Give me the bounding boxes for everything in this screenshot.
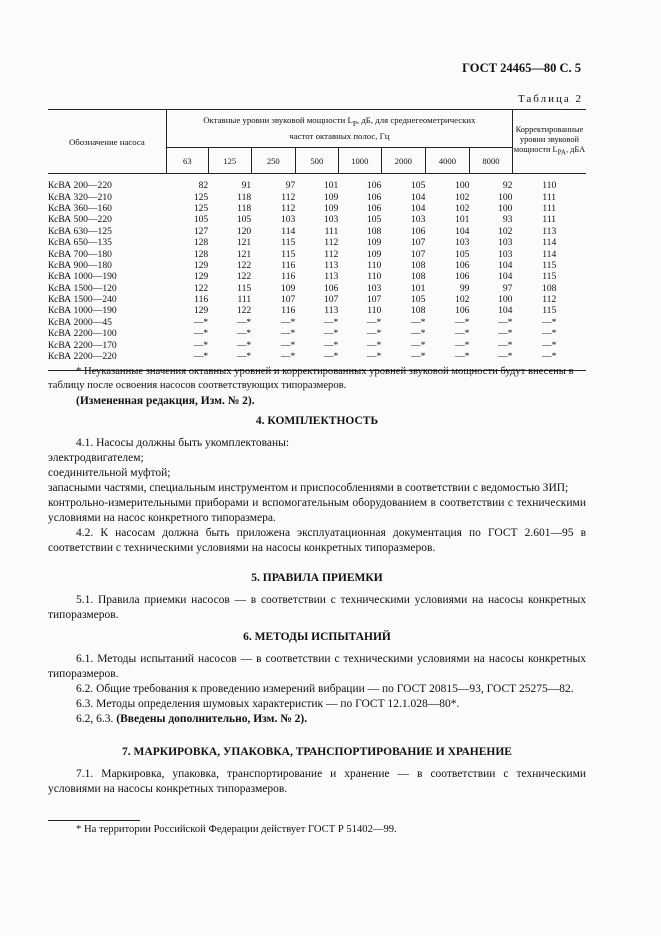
corrected-level-cell: 115 bbox=[542, 259, 557, 271]
corrected-level-cell: 114 bbox=[542, 237, 557, 249]
level-cell: 110 bbox=[367, 305, 382, 317]
level-cell: 104 bbox=[410, 191, 426, 203]
pump-name-cell: КсВА 900—180 bbox=[48, 259, 112, 271]
table-row bbox=[48, 260, 586, 271]
level-cell: 107 bbox=[323, 294, 339, 306]
level-cell: 100 bbox=[455, 180, 470, 192]
level-cell: —* bbox=[381, 351, 425, 371]
level-cell: 100 bbox=[498, 294, 513, 306]
level-cell: 105 bbox=[193, 214, 209, 226]
pump-name-cell: КсВА 2200—220 bbox=[48, 351, 166, 371]
table-header-row bbox=[48, 110, 586, 148]
pump-name-cell: КсВА 2200—100 bbox=[48, 328, 117, 340]
table-row bbox=[48, 271, 586, 282]
level-cell: —* bbox=[280, 339, 296, 351]
paragraph: 4.2. К насосам должна быть приложена эксплуатационная документация по ГОСТ 2.601—95 в соответствии с техническими условиями на насосы конкретных типоразмеров. bbox=[48, 527, 586, 554]
level-cell: 109 bbox=[280, 282, 296, 294]
pump-name-cell: КсВА 2000—45 bbox=[48, 316, 112, 328]
table-caption: Таблица 2 bbox=[517, 93, 583, 105]
table-row bbox=[48, 174, 586, 192]
level-cell: 115 bbox=[237, 282, 252, 294]
level-cell: 129 bbox=[193, 305, 209, 317]
corrected-level-cell: 110 bbox=[542, 180, 557, 192]
level-cell: 116 bbox=[194, 294, 209, 306]
table-row bbox=[48, 294, 586, 305]
pump-name-cell: КсВА 630—125 bbox=[48, 225, 112, 237]
level-cell: 92 bbox=[502, 180, 513, 192]
level-cell: 110 bbox=[367, 259, 382, 271]
corrected-level-cell: 108 bbox=[542, 282, 557, 294]
table-footnote: * Неуказанные значения октавных уровней и корректированных уровней звуковой мощности будут внесены в таблицу после освоения насосов соответствующих типоразмеров. bbox=[48, 366, 574, 391]
section-5-body: 5.1. Правила приемки насосов — в соответствии с техническими условиями на насосы конкретных типоразмеров. bbox=[48, 594, 586, 621]
freq-header: 500 bbox=[295, 148, 338, 174]
section-6-body bbox=[48, 652, 586, 727]
level-cell: —* bbox=[323, 339, 339, 351]
level-cell: 104 bbox=[455, 225, 470, 237]
level-cell: 116 bbox=[281, 271, 296, 283]
level-cell: —* bbox=[469, 351, 512, 371]
level-cell: 106 bbox=[455, 305, 470, 317]
pump-name-cell: КсВА 200—220 bbox=[48, 180, 112, 192]
pump-name-cell: КсВА 650—135 bbox=[48, 237, 112, 249]
level-cell: 102 bbox=[455, 202, 470, 214]
level-cell: 113 bbox=[324, 259, 339, 271]
level-cell: 122 bbox=[193, 282, 209, 294]
level-cell: 103 bbox=[498, 237, 513, 249]
table-row bbox=[48, 283, 586, 294]
level-cell: 115 bbox=[281, 248, 296, 260]
paragraph: запасными частями, специальным инструментом и приспособлениями в соответствии с ведомостью ЗИП; bbox=[48, 482, 569, 494]
corrected-level-cell: 115 bbox=[542, 305, 557, 317]
level-cell: 105 bbox=[455, 248, 470, 260]
level-cell: —* bbox=[410, 316, 426, 328]
level-cell: —* bbox=[236, 339, 252, 351]
level-cell: 122 bbox=[236, 271, 252, 283]
level-cell: 91 bbox=[241, 180, 252, 192]
col-header-octave: Октавные уровни звуковой мощности $L_P$, дБ, для среднегеометрических частот октавных полос, Гц bbox=[166, 110, 512, 148]
page-header: ГОСТ 24465—80 С. 5 bbox=[462, 61, 581, 75]
level-cell: 112 bbox=[281, 202, 296, 214]
level-cell: 106 bbox=[366, 191, 382, 203]
page-footnote: * На территории Российской Федерации действует ГОСТ Р 51402—99. bbox=[76, 824, 397, 835]
footnote-divider bbox=[48, 820, 140, 821]
level-cell: 103 bbox=[498, 248, 513, 260]
level-cell: 120 bbox=[236, 225, 252, 237]
freq-header: 1000 bbox=[338, 148, 381, 174]
level-cell: —* bbox=[236, 328, 252, 340]
level-cell: 102 bbox=[455, 191, 470, 203]
level-cell: —* bbox=[338, 351, 381, 371]
level-cell: 105 bbox=[236, 214, 252, 226]
section-4-title: 4. КОМПЛЕКТНОСТЬ bbox=[255, 415, 379, 427]
level-cell: 107 bbox=[366, 294, 382, 306]
level-cell: 93 bbox=[502, 214, 513, 226]
level-cell: 105 bbox=[410, 294, 426, 306]
freq-header: 125 bbox=[208, 148, 251, 174]
level-cell: 106 bbox=[323, 282, 339, 294]
level-cell: —* bbox=[366, 339, 382, 351]
level-cell: —* bbox=[366, 328, 382, 340]
table-row bbox=[48, 191, 586, 202]
level-cell: —* bbox=[323, 316, 339, 328]
pump-name-cell: КсВА 1500—120 bbox=[48, 282, 117, 294]
level-cell: 121 bbox=[236, 248, 252, 260]
level-cell: 128 bbox=[193, 248, 209, 260]
corrected-level-cell: 114 bbox=[542, 248, 557, 260]
paragraph: соединительной муфтой; bbox=[48, 467, 171, 479]
corrected-level-cell: —* bbox=[542, 339, 557, 351]
level-cell: 102 bbox=[498, 225, 513, 237]
corrected-level-cell: 111 bbox=[542, 214, 557, 226]
level-cell: 128 bbox=[193, 237, 209, 249]
level-cell: —* bbox=[280, 316, 296, 328]
level-cell: 122 bbox=[236, 305, 252, 317]
level-cell: —* bbox=[295, 351, 338, 371]
level-cell: 101 bbox=[455, 214, 470, 226]
table-row bbox=[48, 328, 586, 339]
section-6-title: 6. МЕТОДЫ ИСПЫТАНИЙ bbox=[243, 631, 391, 643]
pump-name-cell: КсВА 1000—190 bbox=[48, 305, 117, 317]
level-cell: 104 bbox=[498, 259, 513, 271]
level-cell: 100 bbox=[498, 202, 513, 214]
noise-table bbox=[48, 109, 586, 371]
level-cell: 108 bbox=[366, 225, 382, 237]
pump-name-cell: КсВА 360—160 bbox=[48, 202, 112, 214]
level-cell: —* bbox=[193, 328, 209, 340]
level-cell: 97 bbox=[502, 282, 513, 294]
freq-header: 63 bbox=[166, 148, 208, 174]
level-cell: 111 bbox=[324, 225, 339, 237]
amendment-note: (Измененная редакция, Изм. № 2). bbox=[76, 395, 255, 407]
level-cell: 115 bbox=[281, 237, 296, 249]
section-5-title: 5. ПРАВИЛА ПРИЕМКИ bbox=[251, 572, 383, 584]
paragraph: 4.1. Насосы должны быть укомплектованы: bbox=[76, 437, 290, 449]
level-cell: 108 bbox=[410, 271, 426, 283]
level-cell: 110 bbox=[367, 271, 382, 283]
level-cell: 97 bbox=[285, 180, 296, 192]
table-row bbox=[48, 317, 586, 328]
corrected-level-cell: 111 bbox=[542, 202, 557, 214]
level-cell: 106 bbox=[410, 225, 426, 237]
level-cell: 106 bbox=[366, 202, 382, 214]
level-cell: 113 bbox=[324, 305, 339, 317]
corrected-level-cell: 115 bbox=[542, 271, 557, 283]
level-cell: 99 bbox=[459, 282, 470, 294]
section-4-body bbox=[48, 436, 586, 556]
level-cell: 109 bbox=[366, 237, 382, 249]
freq-header: 8000 bbox=[469, 148, 512, 174]
col-header-corrected: Корректированные уровни звуковой мощности $L_{PA}$, дБА bbox=[512, 110, 586, 174]
paragraph: 6.1. Методы испытаний насосов — в соответствии с техническими условиями на насосы конкретных типоразмеров. bbox=[48, 653, 586, 680]
level-cell: 100 bbox=[498, 191, 513, 203]
paragraph: контрольно-измерительными приборами и вспомогательным оборудованием в соответствии с техническими условиями на насос конкретного типоразмера. bbox=[48, 497, 586, 524]
paragraph: 6.2, 6.3. (Введены дополнительно, Изм. № 2). bbox=[76, 713, 308, 725]
level-cell: —* bbox=[251, 351, 295, 371]
level-cell: 82 bbox=[198, 180, 209, 192]
paragraph: 6.2. Общие требования к проведению измерений вибрации — по ГОСТ 20815—93, ГОСТ 25275—82. bbox=[76, 683, 574, 695]
level-cell: —* bbox=[455, 339, 470, 351]
corrected-level-cell: 111 bbox=[542, 191, 557, 203]
corrected-level-cell: 112 bbox=[542, 294, 557, 306]
level-cell: 116 bbox=[281, 259, 296, 271]
level-cell: 111 bbox=[237, 294, 252, 306]
freq-header: 4000 bbox=[425, 148, 469, 174]
level-cell: —* bbox=[498, 339, 513, 351]
table-row bbox=[48, 305, 586, 316]
level-cell: —* bbox=[498, 328, 513, 340]
freq-header: 2000 bbox=[381, 148, 425, 174]
level-cell: 129 bbox=[193, 259, 209, 271]
corrected-level-cell: 113 bbox=[542, 225, 557, 237]
level-cell: —* bbox=[208, 351, 251, 371]
level-cell: 103 bbox=[280, 214, 296, 226]
level-cell: 116 bbox=[281, 305, 296, 317]
level-cell: 101 bbox=[410, 282, 426, 294]
level-cell: 112 bbox=[324, 237, 339, 249]
level-cell: 106 bbox=[455, 259, 470, 271]
section-7-body: 7.1. Маркировка, упаковка, транспортирование и хранение — в соответствии с техническими условиями на насосы конкретных типоразмеров. bbox=[48, 768, 586, 795]
section-7-title: 7. МАРКИРОВКА, УПАКОВКА, ТРАНСПОРТИРОВАНИЕ И ХРАНЕНИЕ bbox=[122, 746, 512, 758]
level-cell: —* bbox=[280, 328, 296, 340]
level-cell: 112 bbox=[324, 248, 339, 260]
pump-name-cell: КсВА 320—210 bbox=[48, 191, 112, 203]
level-cell: —* bbox=[455, 328, 470, 340]
corrected-level-cell: —* bbox=[542, 316, 557, 328]
level-cell: —* bbox=[410, 328, 426, 340]
level-cell: —* bbox=[323, 328, 339, 340]
paragraph: 6.3. Методы определения шумовых характеристик — по ГОСТ 12.1.028—80*. bbox=[76, 698, 460, 710]
level-cell: 109 bbox=[323, 191, 339, 203]
level-cell: 102 bbox=[455, 294, 470, 306]
level-cell: 107 bbox=[280, 294, 296, 306]
level-cell: 109 bbox=[323, 202, 339, 214]
table-row bbox=[48, 248, 586, 259]
level-cell: 113 bbox=[324, 271, 339, 283]
level-cell: 129 bbox=[193, 271, 209, 283]
pump-name-cell: КсВА 1000—190 bbox=[48, 271, 117, 283]
level-cell: 125 bbox=[193, 202, 209, 214]
level-cell: 108 bbox=[410, 259, 426, 271]
corrected-level-cell: —* bbox=[542, 328, 557, 340]
level-cell: 118 bbox=[237, 202, 252, 214]
level-cell: 118 bbox=[237, 191, 252, 203]
level-cell: 104 bbox=[410, 202, 426, 214]
level-cell: —* bbox=[410, 339, 426, 351]
level-cell: —* bbox=[425, 351, 469, 371]
level-cell: 107 bbox=[410, 237, 426, 249]
level-cell: 105 bbox=[410, 180, 426, 192]
freq-header: 250 bbox=[251, 148, 295, 174]
level-cell: —* bbox=[193, 316, 209, 328]
col-header-name: Обозначение насоса bbox=[48, 110, 166, 174]
level-cell: 127 bbox=[193, 225, 209, 237]
level-cell: 105 bbox=[366, 214, 382, 226]
table-row bbox=[48, 339, 586, 350]
pump-name-cell: КсВА 700—180 bbox=[48, 248, 112, 260]
level-cell: 109 bbox=[366, 248, 382, 260]
level-cell: 103 bbox=[410, 214, 426, 226]
level-cell: 114 bbox=[281, 225, 296, 237]
paragraph: электродвигателем; bbox=[48, 452, 144, 464]
pump-name-cell: КсВА 500—220 bbox=[48, 214, 112, 226]
level-cell: —* bbox=[455, 316, 470, 328]
level-cell: 104 bbox=[498, 305, 513, 317]
pump-name-cell: КсВА 2200—170 bbox=[48, 339, 117, 351]
level-cell: 103 bbox=[455, 237, 470, 249]
level-cell: —* bbox=[236, 316, 252, 328]
level-cell: 101 bbox=[323, 180, 339, 192]
level-cell: 112 bbox=[281, 191, 296, 203]
level-cell: 122 bbox=[236, 259, 252, 271]
level-cell: 106 bbox=[366, 180, 382, 192]
table-row bbox=[48, 203, 586, 214]
pump-name-cell: КсВА 1500—240 bbox=[48, 294, 117, 306]
level-cell: 103 bbox=[323, 214, 339, 226]
level-cell: 103 bbox=[366, 282, 382, 294]
level-cell: 121 bbox=[236, 237, 252, 249]
corrected-level-cell: —* bbox=[512, 351, 586, 371]
level-cell: 106 bbox=[455, 271, 470, 283]
table-row bbox=[48, 226, 586, 237]
level-cell: 108 bbox=[410, 305, 426, 317]
level-cell: —* bbox=[166, 351, 208, 371]
level-cell: —* bbox=[498, 316, 513, 328]
level-cell: 107 bbox=[410, 248, 426, 260]
level-cell: —* bbox=[193, 339, 209, 351]
table-row bbox=[48, 214, 586, 225]
level-cell: —* bbox=[366, 316, 382, 328]
level-cell: 125 bbox=[193, 191, 209, 203]
table-row bbox=[48, 237, 586, 248]
level-cell: 104 bbox=[498, 271, 513, 283]
